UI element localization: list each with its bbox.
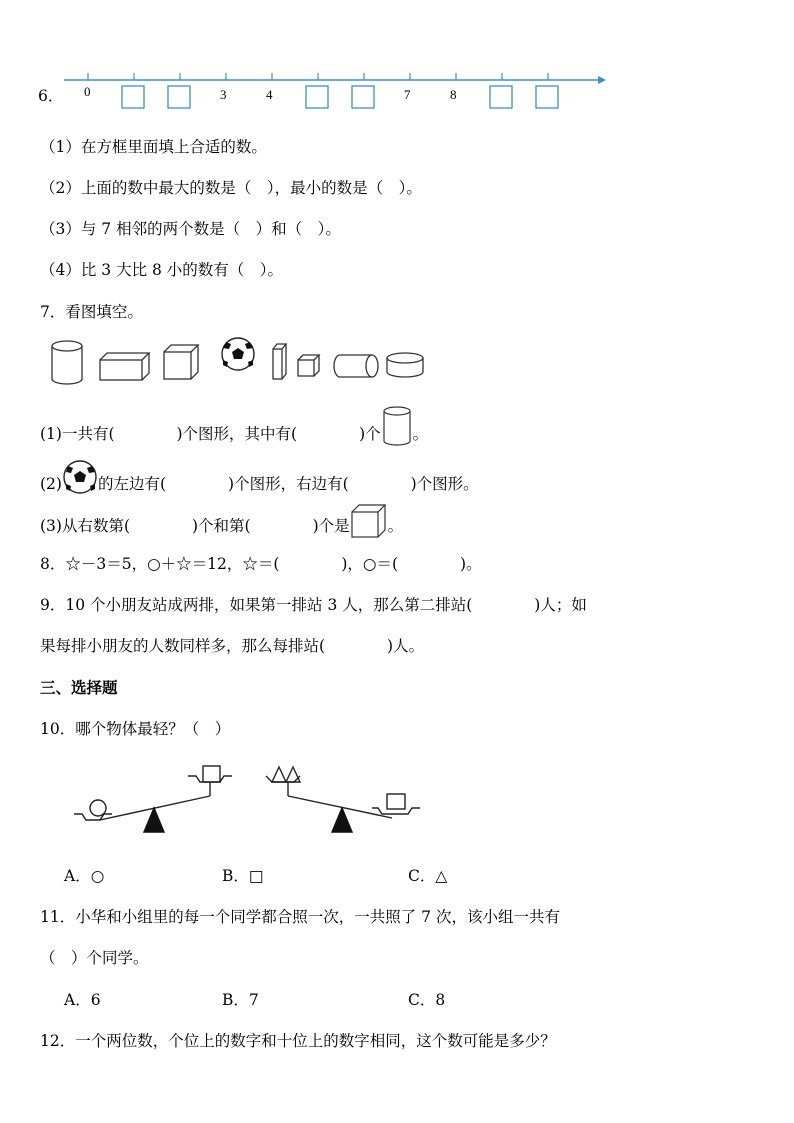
- prism-icon: [273, 344, 286, 379]
- soccer-ball-icon: [222, 338, 254, 370]
- nl-label-0: 0: [84, 84, 91, 99]
- balance-scales-figure: [60, 756, 440, 846]
- triangle-object-icon: [272, 767, 286, 782]
- q11-option-c[interactable]: C．8: [408, 991, 446, 1009]
- nl-label-3: 3: [220, 87, 227, 102]
- number-line-ticks: [88, 73, 548, 80]
- answer-box-5[interactable]: [490, 86, 512, 108]
- answer-box-2[interactable]: [168, 86, 190, 108]
- cuboid-icon: [100, 353, 149, 380]
- number-line: [62, 66, 622, 106]
- cylinder-icon: [52, 341, 82, 384]
- q11-option-b[interactable]: B．7: [222, 991, 259, 1009]
- square-object-icon: [387, 794, 405, 809]
- q7-title: 7．看图填空。: [40, 303, 143, 321]
- small-cube-icon: [298, 355, 319, 376]
- q11-line-2: （ ）个同学。: [40, 949, 149, 967]
- cylinder-icon: [382, 405, 412, 445]
- balance-left: [74, 766, 232, 832]
- cube-icon: [164, 345, 198, 379]
- q8-text: 8．☆－3＝5，○＋☆＝12，☆＝( )，○＝( )。: [40, 555, 482, 573]
- q7-part-3: [40, 509, 403, 545]
- q11-option-a[interactable]: A．6: [64, 991, 101, 1009]
- q7-part-2: [40, 467, 479, 503]
- q9-line-1: 9．10 个小朋友站成两排，如果第一排站 3 人，那么第二排站( )人；如: [40, 596, 587, 614]
- q7-part-3-end: 。: [387, 517, 404, 535]
- answer-box-3[interactable]: [306, 86, 328, 108]
- nl-label-4: 4: [266, 87, 273, 102]
- section-3-title: 三、选择题: [40, 679, 118, 697]
- lying-cylinder-icon: [334, 355, 378, 377]
- q7-part-2-prefix: (2): [40, 475, 62, 493]
- triangle-object-icon: [286, 767, 300, 782]
- q7-part-3-text: (3)从右数第( )个和第( )个是: [40, 517, 350, 535]
- q6-part-4: （4）比 3 大比 8 小的数有（ ）。: [40, 261, 284, 279]
- q10-option-b[interactable]: B．□: [222, 867, 264, 885]
- q7-part-1: [40, 415, 428, 455]
- q7-part-2-text: 的左边有( )个图形，右边有( )个图形。: [97, 475, 479, 493]
- nl-label-7: 7: [404, 87, 411, 102]
- q6-number: 6．: [38, 87, 64, 105]
- q7-part-1-text: (1)一共有( )个图形，其中有( )个: [40, 425, 381, 443]
- circle-object-icon: [90, 800, 106, 816]
- q12-text: 12．一个两位数，个位上的数字和十位上的数字相同，这个数可能是多少？: [40, 1032, 556, 1050]
- q10-text: 10．哪个物体最轻？（ ）: [40, 720, 231, 738]
- q9-line-2: 果每排小朋友的人数同样多，那么每排站( )人。: [40, 637, 425, 655]
- answer-box-6[interactable]: [536, 86, 558, 108]
- q11-line-1: 11．小华和小组里的每一个同学都合照一次，一共照了 7 次，该小组一共有: [40, 908, 560, 926]
- q7-shapes-row: [50, 336, 450, 386]
- soccer-ball-icon: [62, 459, 98, 495]
- short-cylinder-icon: [387, 353, 423, 377]
- square-object-icon: [203, 766, 220, 782]
- answer-box-4[interactable]: [352, 86, 374, 108]
- number-line-axis: [64, 76, 606, 84]
- q10-option-c[interactable]: C．△: [408, 867, 448, 885]
- answer-box-1[interactable]: [122, 86, 144, 108]
- nl-label-8: 8: [450, 87, 457, 102]
- q7-part-1-end: 。: [412, 425, 429, 443]
- balance-right: [266, 767, 420, 832]
- q6-part-1: （1）在方框里面填上合适的数。: [40, 138, 267, 156]
- cube-icon: [350, 503, 388, 539]
- q6-part-3: （3）与 7 相邻的两个数是（ ）和（ ）。: [40, 220, 341, 238]
- q6-part-2: （2）上面的数中最大的数是（ ），最小的数是（ ）。: [40, 179, 422, 197]
- q10-option-a[interactable]: A．○: [64, 867, 105, 885]
